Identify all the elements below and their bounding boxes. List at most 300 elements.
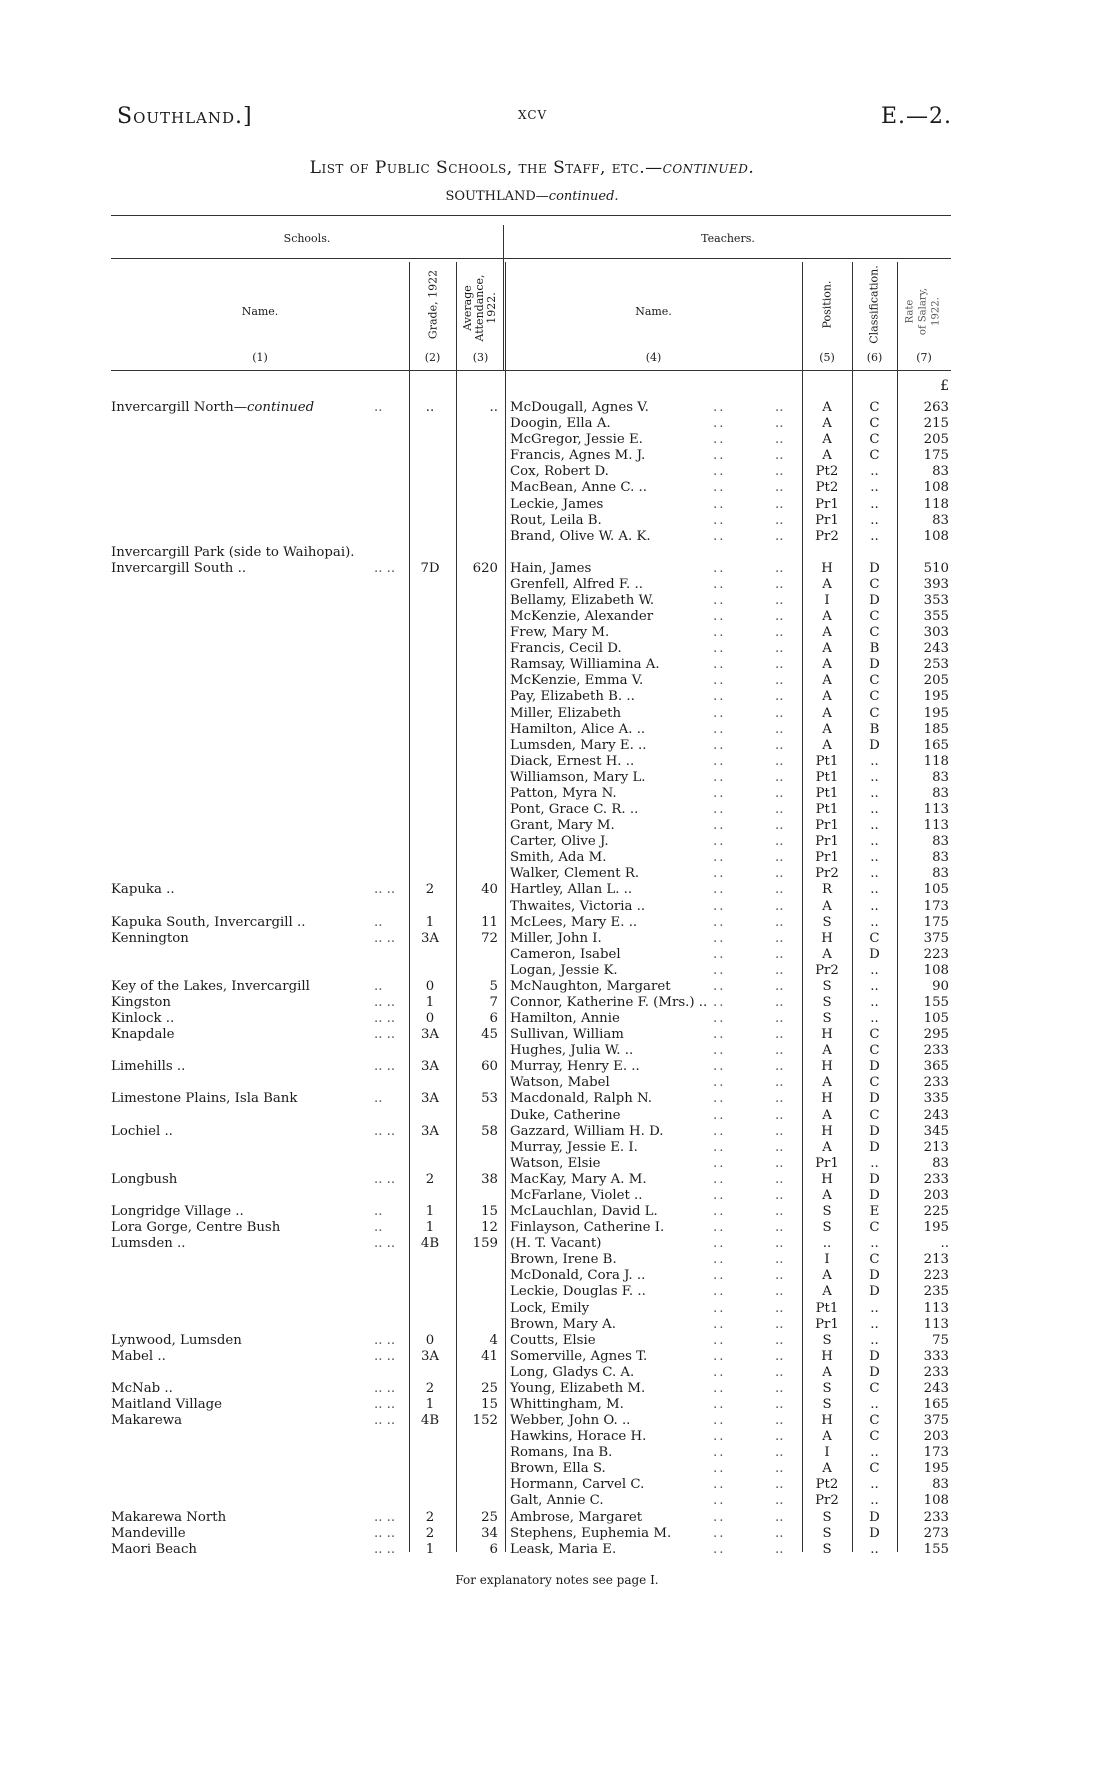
teacher-salary: 113 bbox=[923, 1316, 949, 1332]
teacher-name: Hartley, Allan L. .. bbox=[510, 882, 633, 898]
teacher-salary: 108 bbox=[923, 1493, 949, 1509]
teacher-salary: 113 bbox=[923, 802, 949, 817]
table-row bbox=[0, 947, 1114, 963]
leader-dots: .. .. bbox=[374, 1236, 396, 1252]
teacher-classification: D bbox=[869, 737, 880, 753]
teacher-classification: C bbox=[869, 609, 880, 624]
teacher-position: A bbox=[822, 641, 832, 657]
table-row bbox=[0, 1510, 1114, 1526]
leader-dots: .. bbox=[775, 866, 784, 882]
header-section-name: Southland.] bbox=[117, 104, 253, 129]
teacher-salary: 195 bbox=[923, 705, 949, 721]
leader-dots: .. bbox=[775, 641, 784, 657]
school-name bbox=[111, 1333, 242, 1349]
teacher-classification: C bbox=[869, 1380, 880, 1396]
school-attendance: 25 bbox=[481, 1380, 498, 1396]
table-row bbox=[0, 529, 1114, 545]
teacher-classification: D bbox=[869, 1364, 880, 1380]
leader-dots: .. bbox=[775, 721, 784, 737]
teacher-name: Leckie, James bbox=[510, 496, 604, 512]
column-header-classification: Classification. bbox=[867, 265, 881, 344]
table-row bbox=[0, 1091, 1114, 1107]
teacher-salary: 83 bbox=[932, 785, 949, 801]
teacher-classification: .. bbox=[870, 1477, 879, 1493]
attendance-label-line3: 1922. bbox=[485, 292, 498, 324]
teacher-classification: B bbox=[869, 641, 880, 657]
school-name bbox=[111, 1220, 280, 1236]
salary-label-line1: Rate bbox=[904, 299, 916, 324]
leader-dots: .. bbox=[775, 1107, 784, 1123]
school-attendance: 7 bbox=[489, 995, 498, 1010]
leader-dots: .. bbox=[713, 432, 726, 448]
teacher-classification: C bbox=[869, 673, 880, 689]
table-row bbox=[0, 1365, 1114, 1381]
table-row bbox=[0, 1461, 1114, 1477]
school-grade: 0 bbox=[425, 978, 435, 994]
leader-dots: .. bbox=[713, 1155, 726, 1171]
leader-dots: .. bbox=[775, 930, 784, 946]
leader-dots: .. bbox=[713, 850, 726, 866]
school-name-text: Lumsden .. bbox=[111, 1236, 186, 1252]
school-name bbox=[111, 1011, 174, 1027]
leader-dots: .. bbox=[775, 1541, 784, 1557]
teacher-salary: 225 bbox=[923, 1204, 949, 1219]
leader-dots: .. .. bbox=[374, 930, 396, 946]
page-title bbox=[0, 158, 1064, 178]
leader-dots: .. bbox=[713, 914, 726, 930]
teacher-position: A bbox=[822, 400, 832, 415]
teacher-name: McKenzie, Alexander bbox=[510, 609, 654, 624]
leader-dots: .. bbox=[775, 1027, 784, 1043]
leader-dots: .. bbox=[775, 1509, 784, 1525]
teacher-name: Williamson, Mary L. bbox=[510, 769, 646, 785]
teacher-name: MacKay, Mary A. M. bbox=[510, 1171, 647, 1187]
teacher-position: Pr1 bbox=[815, 1316, 839, 1332]
school-attendance: 25 bbox=[481, 1509, 498, 1525]
teacher-position: H bbox=[821, 1123, 833, 1139]
teacher-position: Pt2 bbox=[815, 1477, 839, 1493]
leader-dots: .. .. bbox=[374, 1541, 396, 1557]
leader-dots: .. .. bbox=[374, 1011, 396, 1026]
leader-dots: .. bbox=[775, 1332, 784, 1348]
teacher-position: Pr1 bbox=[815, 496, 839, 512]
leader-dots: .. bbox=[775, 1284, 784, 1300]
teacher-classification: C bbox=[869, 576, 880, 592]
school-name bbox=[111, 545, 355, 561]
leader-dots: .. bbox=[713, 1011, 726, 1026]
table-row bbox=[0, 770, 1114, 786]
table-row bbox=[0, 754, 1114, 770]
teacher-position: Pr1 bbox=[815, 834, 839, 850]
teacher-name: McDougall, Agnes V. bbox=[510, 400, 649, 415]
leader-dots: .. bbox=[775, 480, 784, 496]
leader-dots: .. .. bbox=[374, 1348, 396, 1364]
teacher-classification: .. bbox=[870, 1316, 879, 1332]
leader-dots: .. bbox=[713, 1461, 726, 1477]
table-row bbox=[0, 1493, 1114, 1509]
teacher-position: Pt1 bbox=[815, 802, 839, 817]
teacher-classification: .. bbox=[870, 1300, 879, 1316]
school-grade: 1 bbox=[425, 1541, 435, 1557]
teacher-position: S bbox=[822, 1380, 832, 1396]
leader-dots: .. bbox=[775, 705, 784, 721]
teacher-position: H bbox=[821, 560, 833, 576]
teacher-position: A bbox=[822, 432, 832, 448]
teacher-position: H bbox=[821, 1348, 833, 1364]
school-grade: 3A bbox=[420, 1059, 440, 1075]
teacher-name: Bellamy, Elizabeth W. bbox=[510, 593, 655, 608]
school-name bbox=[111, 1059, 185, 1075]
leader-dots: .. bbox=[713, 1348, 726, 1364]
table-row bbox=[0, 1075, 1114, 1091]
table-row bbox=[0, 432, 1114, 448]
leader-dots: .. bbox=[713, 400, 726, 415]
leader-dots: .. .. bbox=[374, 1413, 396, 1428]
teacher-position: S bbox=[822, 1011, 832, 1026]
leader-dots: .. bbox=[775, 689, 784, 705]
school-attendance: 159 bbox=[472, 1236, 498, 1252]
school-grade: 4B bbox=[420, 1236, 440, 1252]
leader-dots: .. bbox=[775, 1268, 784, 1284]
table-row bbox=[0, 1108, 1114, 1124]
leader-dots: .. bbox=[775, 962, 784, 978]
teacher-position: A bbox=[822, 689, 832, 705]
teacher-position: H bbox=[821, 1027, 833, 1043]
teacher-salary: 118 bbox=[923, 753, 949, 769]
column-header-school-name: Name. bbox=[241, 305, 279, 318]
teacher-salary: 173 bbox=[923, 898, 949, 914]
table-row bbox=[0, 1252, 1114, 1268]
teacher-classification: C bbox=[869, 1461, 880, 1477]
teacher-salary: 345 bbox=[923, 1123, 949, 1139]
teacher-salary: 233 bbox=[923, 1075, 949, 1091]
teacher-salary: 83 bbox=[932, 1477, 949, 1493]
leader-dots: .. bbox=[713, 1252, 726, 1268]
teacher-name: Doogin, Ella A. bbox=[510, 416, 611, 432]
teacher-position: A bbox=[822, 1364, 832, 1380]
teacher-position: Pt1 bbox=[815, 785, 839, 801]
teacher-salary: .. bbox=[940, 1236, 949, 1252]
school-name-text: Key of the Lakes, Invercargill bbox=[111, 978, 310, 994]
teacher-position: A bbox=[822, 609, 832, 624]
table-row bbox=[0, 609, 1114, 625]
teacher-name: Pay, Elizabeth B. .. bbox=[510, 689, 635, 705]
teacher-classification: .. bbox=[870, 802, 879, 817]
teacher-classification: .. bbox=[870, 1236, 879, 1252]
school-attendance: 40 bbox=[481, 882, 498, 898]
leader-dots: .. bbox=[713, 769, 726, 785]
leader-dots: .. bbox=[713, 1364, 726, 1380]
school-name-text: Knapdale bbox=[111, 1027, 175, 1043]
school-name-text: Longridge Village .. bbox=[111, 1204, 244, 1219]
teacher-classification: C bbox=[869, 1252, 880, 1268]
teacher-salary: 233 bbox=[923, 1171, 949, 1187]
leader-dots: .. bbox=[775, 1477, 784, 1493]
leader-dots: .. bbox=[775, 609, 784, 624]
column-number-6: (6) bbox=[866, 351, 883, 364]
school-name-text: Mabel .. bbox=[111, 1348, 166, 1364]
table-row bbox=[0, 561, 1114, 577]
teacher-position: Pt2 bbox=[815, 480, 839, 496]
table-row bbox=[0, 1236, 1114, 1252]
school-attendance: 12 bbox=[481, 1220, 498, 1236]
teacher-salary: 253 bbox=[923, 657, 949, 673]
table-row bbox=[0, 1124, 1114, 1140]
page-subtitle-continued: continued. bbox=[548, 189, 619, 204]
leader-dots: .. bbox=[374, 1204, 383, 1219]
teacher-salary: 233 bbox=[923, 1364, 949, 1380]
teacher-position: A bbox=[822, 1187, 832, 1203]
school-name-text: Kennington bbox=[111, 930, 189, 946]
teacher-classification: C bbox=[869, 689, 880, 705]
teacher-name: Diack, Ernest H. .. bbox=[510, 753, 635, 769]
teacher-classification: .. bbox=[870, 898, 879, 914]
teacher-classification: D bbox=[869, 1059, 880, 1075]
teacher-position: A bbox=[822, 1429, 832, 1445]
teacher-salary: 165 bbox=[923, 1397, 949, 1412]
teacher-classification: C bbox=[869, 1107, 880, 1123]
table-row bbox=[0, 1284, 1114, 1300]
teacher-position: Pr1 bbox=[815, 1155, 839, 1171]
school-name bbox=[111, 979, 310, 995]
teacher-salary: 108 bbox=[923, 962, 949, 978]
leader-dots: .. .. bbox=[374, 1059, 396, 1075]
school-name bbox=[111, 931, 189, 947]
column-number-1: (1) bbox=[252, 351, 268, 364]
leader-dots: .. bbox=[713, 1139, 726, 1155]
teacher-name: McDonald, Cora J. .. bbox=[510, 1268, 646, 1284]
table-row bbox=[0, 689, 1114, 705]
leader-dots: .. bbox=[713, 882, 726, 898]
table-row bbox=[0, 657, 1114, 673]
leader-dots: .. bbox=[374, 978, 383, 994]
leader-dots: .. bbox=[713, 1332, 726, 1348]
column-header-position: Position. bbox=[820, 280, 834, 329]
leader-dots: .. bbox=[713, 1380, 726, 1396]
column-number-4: (4) bbox=[645, 351, 662, 364]
teacher-position: S bbox=[822, 1220, 832, 1236]
teacher-salary: 335 bbox=[923, 1091, 949, 1107]
leader-dots: .. .. bbox=[374, 995, 396, 1010]
teacher-position: A bbox=[822, 705, 832, 721]
teacher-name: Sullivan, William bbox=[510, 1027, 624, 1043]
teacher-position: I bbox=[824, 593, 830, 608]
leader-dots: .. .. bbox=[374, 882, 396, 898]
teacher-salary: 118 bbox=[923, 496, 949, 512]
table-row bbox=[0, 802, 1114, 818]
leader-dots: .. bbox=[713, 1541, 726, 1557]
column-header-teacher-name: Name. bbox=[635, 305, 672, 318]
teacher-salary: 195 bbox=[923, 1220, 949, 1236]
table-row bbox=[0, 1220, 1114, 1236]
teacher-classification: .. bbox=[870, 995, 879, 1010]
leader-dots: .. bbox=[775, 995, 784, 1010]
leader-dots: .. bbox=[713, 898, 726, 914]
school-grade: 2 bbox=[425, 1525, 435, 1541]
leader-dots: .. bbox=[775, 448, 784, 464]
teacher-classification: C bbox=[869, 1075, 880, 1091]
teacher-classification: D bbox=[869, 1348, 880, 1364]
table-row bbox=[0, 1156, 1114, 1172]
teacher-classification: C bbox=[869, 705, 880, 721]
leader-dots: .. bbox=[713, 1123, 726, 1139]
teacher-name: Miller, John I. bbox=[510, 930, 602, 946]
leader-dots: .. bbox=[713, 1075, 726, 1091]
table-row bbox=[0, 915, 1114, 931]
attendance-label-line1: Average bbox=[461, 285, 474, 331]
teacher-name: Hawkins, Horace H. bbox=[510, 1429, 647, 1445]
teacher-salary: 75 bbox=[932, 1332, 949, 1348]
table-row bbox=[0, 899, 1114, 915]
leader-dots: .. bbox=[775, 528, 784, 544]
table-row bbox=[0, 1349, 1114, 1365]
leader-dots: .. bbox=[713, 528, 726, 544]
teacher-name: MacBean, Anne C. .. bbox=[510, 480, 648, 496]
teacher-position: A bbox=[822, 1268, 832, 1284]
leader-dots: .. bbox=[775, 1461, 784, 1477]
school-grade: 0 bbox=[425, 1011, 435, 1026]
teacher-classification: .. bbox=[870, 753, 879, 769]
teacher-classification: .. bbox=[870, 1493, 879, 1509]
teacher-salary: 155 bbox=[923, 1541, 949, 1557]
teacher-classification: D bbox=[869, 593, 880, 608]
header-page-number: xcv bbox=[518, 104, 548, 124]
teacher-name: Brown, Ella S. bbox=[510, 1461, 606, 1477]
school-name bbox=[111, 400, 314, 416]
school-name-text: Kingston bbox=[111, 995, 171, 1010]
school-name bbox=[111, 1542, 197, 1558]
leader-dots: .. bbox=[374, 1091, 383, 1107]
teacher-position: S bbox=[822, 978, 832, 994]
table-row bbox=[0, 1011, 1114, 1027]
table-row bbox=[0, 448, 1114, 464]
leader-dots: .. bbox=[713, 593, 726, 608]
teacher-name: Coutts, Elsie bbox=[510, 1332, 596, 1348]
table-row bbox=[0, 545, 1114, 561]
teacher-name: Brand, Olive W. A. K. bbox=[510, 528, 651, 544]
leader-dots: .. bbox=[713, 802, 726, 817]
table-row bbox=[0, 786, 1114, 802]
teacher-classification: .. bbox=[870, 769, 879, 785]
table-row bbox=[0, 1317, 1114, 1333]
leader-dots: .. bbox=[713, 1493, 726, 1509]
leader-dots: .. bbox=[775, 882, 784, 898]
leader-dots: .. bbox=[775, 818, 784, 834]
teacher-position: A bbox=[822, 1043, 832, 1059]
teacher-salary: 263 bbox=[923, 400, 949, 415]
leader-dots: .. bbox=[775, 1397, 784, 1412]
teacher-classification: B bbox=[869, 721, 880, 737]
school-name-text: Invercargill North bbox=[111, 400, 234, 415]
leader-dots: .. bbox=[713, 448, 726, 464]
leader-dots: .. bbox=[713, 1204, 726, 1219]
leader-dots: .. bbox=[775, 576, 784, 592]
table-row bbox=[0, 1043, 1114, 1059]
leader-dots: .. bbox=[713, 576, 726, 592]
school-attendance: 45 bbox=[481, 1027, 498, 1043]
teacher-salary: 243 bbox=[923, 1380, 949, 1396]
school-grade: 4B bbox=[420, 1413, 440, 1428]
teacher-position: I bbox=[824, 1252, 830, 1268]
leader-dots: .. bbox=[713, 1429, 726, 1445]
teacher-salary: 243 bbox=[923, 641, 949, 657]
teacher-salary: 175 bbox=[923, 448, 949, 464]
school-grade: 1 bbox=[425, 914, 435, 930]
school-grade: 3A bbox=[420, 1123, 440, 1139]
leader-dots: .. bbox=[713, 1059, 726, 1075]
teacher-position: H bbox=[821, 1059, 833, 1075]
teacher-salary: 195 bbox=[923, 1461, 949, 1477]
leader-dots: .. bbox=[775, 978, 784, 994]
teacher-name: McLees, Mary E. .. bbox=[510, 914, 638, 930]
teacher-salary: 213 bbox=[923, 1252, 949, 1268]
leader-dots: .. .. bbox=[374, 1397, 396, 1412]
teacher-name: McGregor, Jessie E. bbox=[510, 432, 643, 448]
teacher-classification: D bbox=[869, 1525, 880, 1541]
leader-dots: .. bbox=[775, 946, 784, 962]
table-row bbox=[0, 1027, 1114, 1043]
leader-dots: .. bbox=[775, 1204, 784, 1219]
school-name bbox=[111, 561, 246, 577]
teacher-salary: 83 bbox=[932, 866, 949, 882]
teacher-classification: .. bbox=[870, 1332, 879, 1348]
teacher-salary: 185 bbox=[923, 721, 949, 737]
school-attendance: 4 bbox=[489, 1332, 498, 1348]
leader-dots: .. bbox=[775, 1413, 784, 1428]
school-attendance: 41 bbox=[481, 1348, 498, 1364]
leader-dots: .. bbox=[713, 641, 726, 657]
teacher-classification: D bbox=[869, 1509, 880, 1525]
teacher-classification: D bbox=[869, 560, 880, 576]
teacher-salary: 233 bbox=[923, 1043, 949, 1059]
teacher-classification: C bbox=[869, 400, 880, 415]
teacher-name: Thwaites, Victoria .. bbox=[510, 898, 646, 914]
table-top-rule bbox=[111, 215, 951, 216]
leader-dots: .. .. bbox=[374, 1525, 396, 1541]
teacher-salary: 83 bbox=[932, 834, 949, 850]
table-row bbox=[0, 866, 1114, 882]
teacher-name: Cox, Robert D. bbox=[510, 464, 609, 480]
leader-dots: .. bbox=[713, 496, 726, 512]
teacher-position: Pr2 bbox=[815, 528, 839, 544]
school-name bbox=[111, 1526, 186, 1542]
teacher-classification: C bbox=[869, 432, 880, 448]
leader-dots: .. bbox=[775, 560, 784, 576]
leader-dots: .. bbox=[775, 1525, 784, 1541]
leader-dots: .. bbox=[775, 802, 784, 817]
school-name bbox=[111, 1124, 173, 1140]
leader-dots: .. bbox=[775, 769, 784, 785]
school-name bbox=[111, 1397, 222, 1413]
school-attendance: .. bbox=[489, 400, 498, 415]
teacher-salary: 108 bbox=[923, 528, 949, 544]
teacher-position: S bbox=[822, 1397, 832, 1412]
school-attendance: 58 bbox=[481, 1123, 498, 1139]
teacher-name: Pont, Grace C. R. .. bbox=[510, 802, 639, 817]
teacher-position: A bbox=[822, 1139, 832, 1155]
school-grade: 7D bbox=[420, 560, 440, 576]
table-row bbox=[0, 464, 1114, 480]
leader-dots: .. bbox=[775, 1348, 784, 1364]
leader-dots: .. bbox=[775, 1493, 784, 1509]
teacher-classification: .. bbox=[870, 962, 879, 978]
attendance-label-line2: Attendance, bbox=[473, 274, 486, 342]
school-attendance: 34 bbox=[481, 1525, 498, 1541]
teacher-name: Hamilton, Annie bbox=[510, 1011, 620, 1026]
teacher-position: A bbox=[822, 1107, 832, 1123]
leader-dots: .. .. bbox=[374, 1509, 396, 1525]
teacher-name: Galt, Annie C. bbox=[510, 1493, 604, 1509]
